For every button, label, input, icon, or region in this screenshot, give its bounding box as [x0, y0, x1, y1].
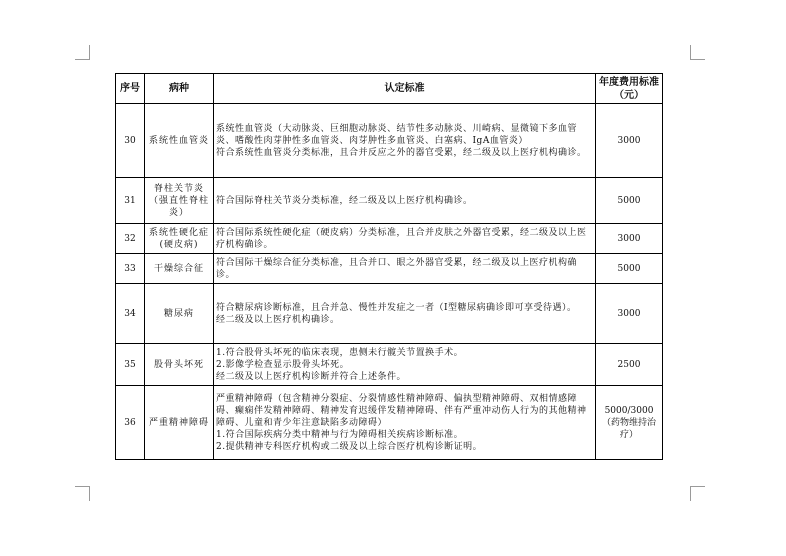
corner-mark-bottom-left	[75, 486, 90, 501]
row-no: 30	[116, 104, 145, 178]
row-criteria	[214, 254, 596, 284]
row-disease: 股骨头坏死	[145, 344, 214, 386]
row-criteria	[214, 344, 596, 386]
criteria-line: 符合国际干燥综合征分类标准，且合并口、眼之外器官受累，经二级及以上医疗机构确诊。	[216, 257, 578, 280]
corner-mark-bottom-right	[690, 486, 705, 501]
disease-criteria-table	[115, 73, 663, 460]
row-no: 35	[116, 344, 145, 386]
row-criteria	[214, 178, 596, 224]
row-criteria	[214, 104, 596, 178]
row-fee: 3000	[596, 224, 663, 254]
row-disease: 干燥综合征	[145, 254, 214, 284]
row-disease: 系统性硬化症(硬皮病)	[145, 224, 214, 254]
table-row	[116, 344, 663, 386]
criteria-line: 系统性血管炎（大动脉炎、巨细胞动脉炎、结节性多动脉炎、川崎病、显微镜下多血管炎、嗜酸性肉芽肿性多血管炎、肉芽肿性多血管炎、白塞病、IgA血管炎）	[216, 123, 578, 146]
row-disease: 严重精神障碍	[145, 386, 214, 460]
header-criteria: 认定标准	[214, 74, 596, 104]
row-disease: 系统性血管炎	[145, 104, 214, 178]
criteria-line: 严重精神障碍（包含精神分裂症、分裂情感性精神障碍、偏执型精神障碍、双相情感障碍、癫痫伴发精神障碍、精神发育迟缓伴发精神障碍、伴有严重冲动伤人行为的其他精神障碍、儿童和青少年注意缺陷多动障碍）	[216, 393, 587, 428]
table-row	[116, 284, 663, 344]
criteria-line: 1.符合股骨头坏死的临床表现，患侧未行髋关节置换手术。	[216, 347, 464, 358]
table-row	[116, 104, 663, 178]
table-header-row	[116, 74, 663, 104]
criteria-line: 符合系统性血管炎分类标准，且合并反应之外的器官受累，经二级及以上医疗机构确诊。	[216, 147, 587, 158]
row-no: 34	[116, 284, 145, 344]
table-row	[116, 386, 663, 460]
corner-mark-top-left	[75, 45, 90, 60]
header-no: 序号	[116, 74, 145, 104]
row-no: 32	[116, 224, 145, 254]
criteria-line: 符合糖尿病诊断标准，且合并急、慢性并发症之一者（Ⅰ型糖尿病确诊即可享受待遇）。	[216, 302, 577, 313]
row-fee: 5000/3000（药物维持治疗）	[596, 386, 663, 460]
table-row	[116, 254, 663, 284]
row-criteria	[214, 284, 596, 344]
row-no: 31	[116, 178, 145, 224]
row-fee: 5000	[596, 254, 663, 284]
criteria-line: 经二级及以上医疗机构确诊。	[216, 314, 340, 325]
table-row	[116, 224, 663, 254]
row-no: 36	[116, 386, 145, 460]
table-row	[116, 178, 663, 224]
header-disease: 病种	[145, 74, 214, 104]
criteria-line: 经二级及以上医疗机构诊断并符合上述条件。	[216, 371, 407, 382]
row-fee: 2500	[596, 344, 663, 386]
row-disease: 糖尿病	[145, 284, 214, 344]
row-criteria	[214, 224, 596, 254]
row-disease: 脊柱关节炎（强直性脊柱炎）	[145, 178, 214, 224]
corner-mark-top-right	[690, 45, 705, 60]
criteria-line: 1.符合国际疾病分类中精神与行为障碍相关疾病诊断标准。	[216, 429, 464, 440]
row-criteria	[214, 386, 596, 460]
row-fee: 3000	[596, 284, 663, 344]
row-fee: 3000	[596, 104, 663, 178]
row-fee: 5000	[596, 178, 663, 224]
row-no: 33	[116, 254, 145, 284]
criteria-line: 符合国际系统性硬化症（硬皮病）分类标准，且合并皮肤之外器官受累，经二级及以上医疗机构确诊。	[216, 227, 587, 250]
criteria-line: 符合国际脊柱关节炎分类标准，经二级及以上医疗机构确诊。	[216, 195, 473, 206]
criteria-line: 2.提供精神专科医疗机构或二级及以上综合医疗机构诊断证明。	[216, 441, 483, 452]
criteria-line: 2.影像学检查显示股骨头坏死。	[216, 359, 350, 370]
header-fee: 年度费用标准（元）	[596, 74, 663, 104]
